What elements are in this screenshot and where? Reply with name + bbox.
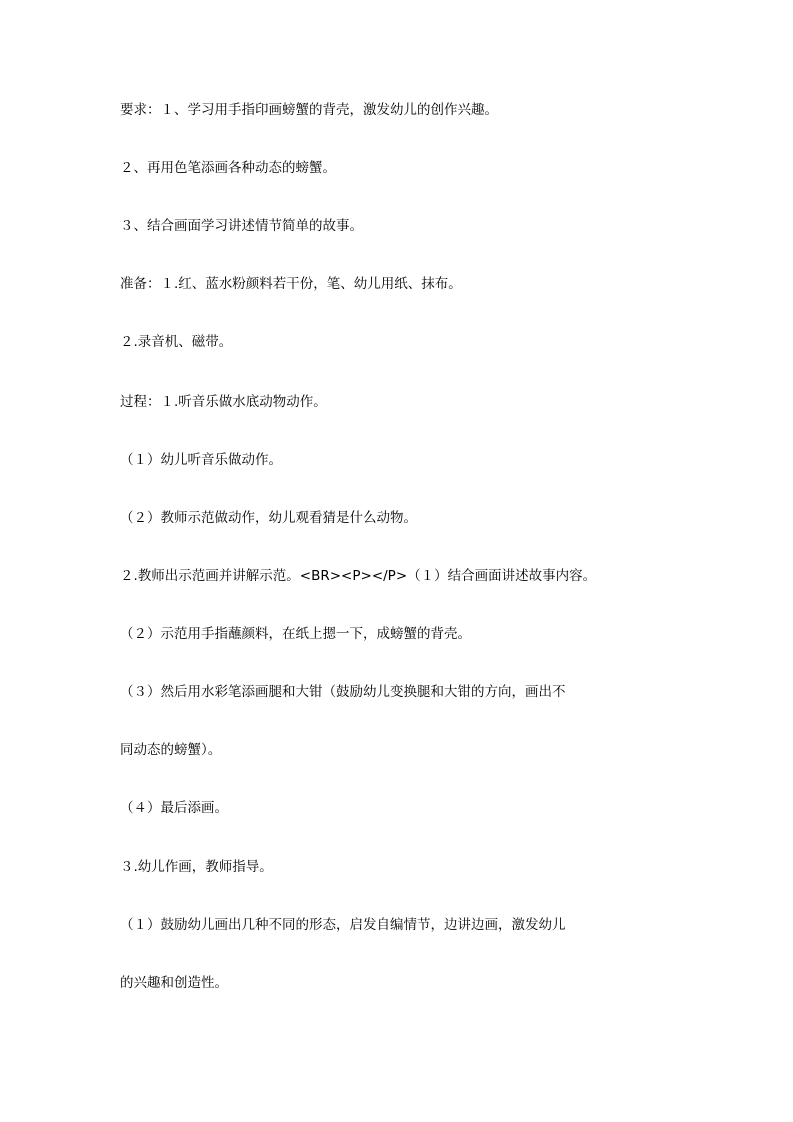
text-line-requirements-2: ２、再用色笔添画各种动态的螃蟹。 — [120, 160, 336, 176]
text-line-process-1-2: （２）教师示范做动作，幼儿观看猜是什么动物。 — [120, 510, 417, 526]
text-line-process-2: ２.教师出示范画并讲解示范。<BR><P></P>（１）结合画面讲述故事内容。 — [120, 568, 597, 584]
text-line-requirements-1: 要求：１、学习用手指印画螃蟹的背壳，激发幼儿的创作兴趣。 — [120, 102, 498, 118]
text-line-process-3-1b: 的兴趣和创造性。 — [120, 975, 228, 991]
text-line-process-2-3a: （３）然后用水彩笔添画腿和大钳（鼓励幼儿变换腿和大钳的方向，画出不 — [120, 684, 566, 700]
text-line-process-2-3b: 同动态的螃蟹）。 — [120, 742, 222, 758]
text-line-process-1-1: （１）幼儿听音乐做动作。 — [120, 452, 282, 468]
text-line-preparation-2: ２.录音机、磁带。 — [120, 334, 233, 350]
text-line-process-3-1a: （１）鼓励幼儿画出几种不同的形态，启发自编情节，边讲边画，激发幼儿 — [120, 917, 566, 933]
text-line-process-2-2: （２）示范用手指蘸颜料，在纸上摁一下，成螃蟹的背壳。 — [120, 626, 471, 642]
text-line-process-2-4: （４）最后添画。 — [120, 800, 228, 816]
text-line-preparation-1: 准备：１.红、蓝水粉颜料若干份，笔、幼儿用纸、抹布。 — [120, 276, 462, 292]
text-line-process-1: 过程：１.听音乐做水底动物动作。 — [120, 394, 327, 410]
text-line-process-3: ３.幼儿作画，教师指导。 — [120, 859, 273, 875]
text-line-requirements-3: ３、结合画面学习讲述情节简单的故事。 — [120, 218, 363, 234]
